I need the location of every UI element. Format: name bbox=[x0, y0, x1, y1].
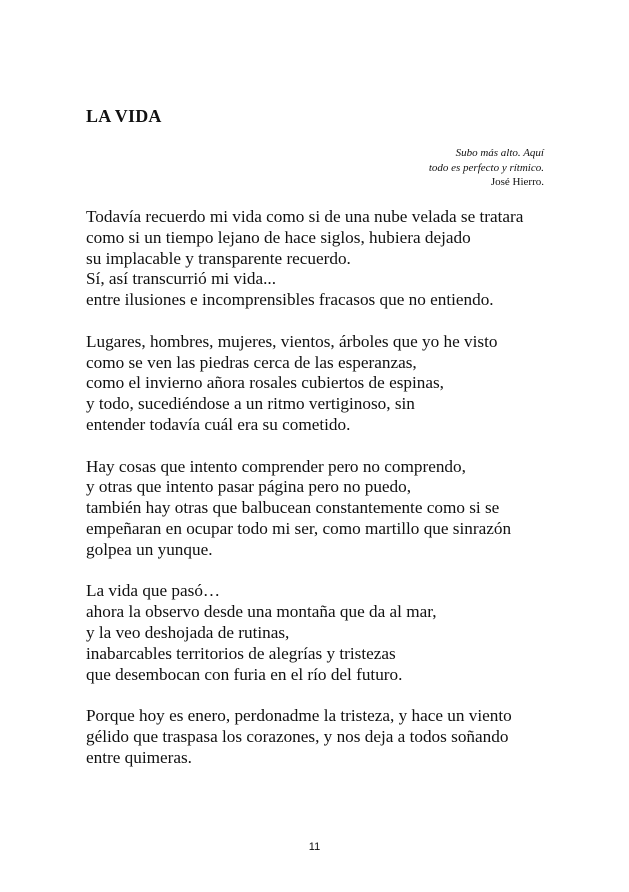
poem-line: Hay cosas que intento comprender pero no comprendo, bbox=[86, 456, 466, 476]
poem-line: ahora la observo desde una montaña que da al mar, bbox=[86, 602, 437, 622]
poem-body bbox=[86, 207, 556, 789]
poem-line: Lugares, hombres, mujeres, vientos, árboles que yo he visto bbox=[86, 331, 498, 351]
poem-line: Todavía recuerdo mi vida como si de una nube velada se tratara bbox=[86, 207, 524, 226]
poem-line: como si un tiempo lejano de hace siglos, hubiera dejado bbox=[86, 227, 471, 247]
stanza-2 bbox=[86, 332, 556, 436]
stanza-5 bbox=[86, 706, 556, 768]
poem-title: LA VIDA bbox=[86, 106, 162, 126]
page-number: 11 bbox=[308, 841, 321, 853]
stanza-3 bbox=[86, 457, 556, 561]
poem-line: como se ven las piedras cerca de las esperanzas, bbox=[86, 352, 417, 372]
poem-line: golpea un yunque. bbox=[86, 539, 213, 559]
poem-line: empeñaran en ocupar todo mi ser, como martillo que sinrazón bbox=[86, 518, 512, 538]
poem-line: La vida que pasó… bbox=[86, 581, 221, 601]
poem-line: también hay otras que balbucean constantemente como si se bbox=[86, 498, 500, 518]
poem-line: gélido que traspasa los corazones, y nos deja a todos soñando bbox=[86, 726, 509, 746]
poem-line: inabarcables territorios de alegrías y tristezas bbox=[86, 643, 396, 663]
poem-line: entre quimeras. bbox=[86, 747, 192, 767]
poem-line: y la veo deshojada de rutinas, bbox=[86, 622, 290, 642]
poem-line: su implacable y transparente recuerdo. bbox=[86, 248, 351, 268]
epigraph-line: todo es perfecto y rítmico. bbox=[428, 161, 544, 174]
poem-line: como el invierno añora rosales cubiertos de espinas, bbox=[86, 373, 444, 393]
stanza-4 bbox=[86, 581, 556, 685]
stanza-1 bbox=[86, 207, 556, 311]
poem-line: Porque hoy es enero, perdonadme la tristeza, y hace un viento bbox=[86, 706, 512, 726]
poem-line: Sí, así transcurrió mi vida... bbox=[86, 269, 276, 289]
poem-line: entender todavía cuál era su cometido. bbox=[86, 414, 351, 434]
poem-line: entre ilusiones e incomprensibles fracasos que no entiendo. bbox=[86, 290, 494, 310]
epigraph-author: José Hierro. bbox=[490, 176, 544, 188]
epigraph bbox=[244, 146, 544, 190]
epigraph-line: Subo más alto. Aquí bbox=[455, 147, 544, 159]
poem-line: y todo, sucediéndose a un ritmo vertiginoso, sin bbox=[86, 394, 415, 414]
poem-line: que desembocan con furia en el río del futuro. bbox=[86, 664, 403, 684]
poem-line: y otras que intento pasar página pero no puedo, bbox=[86, 477, 412, 497]
